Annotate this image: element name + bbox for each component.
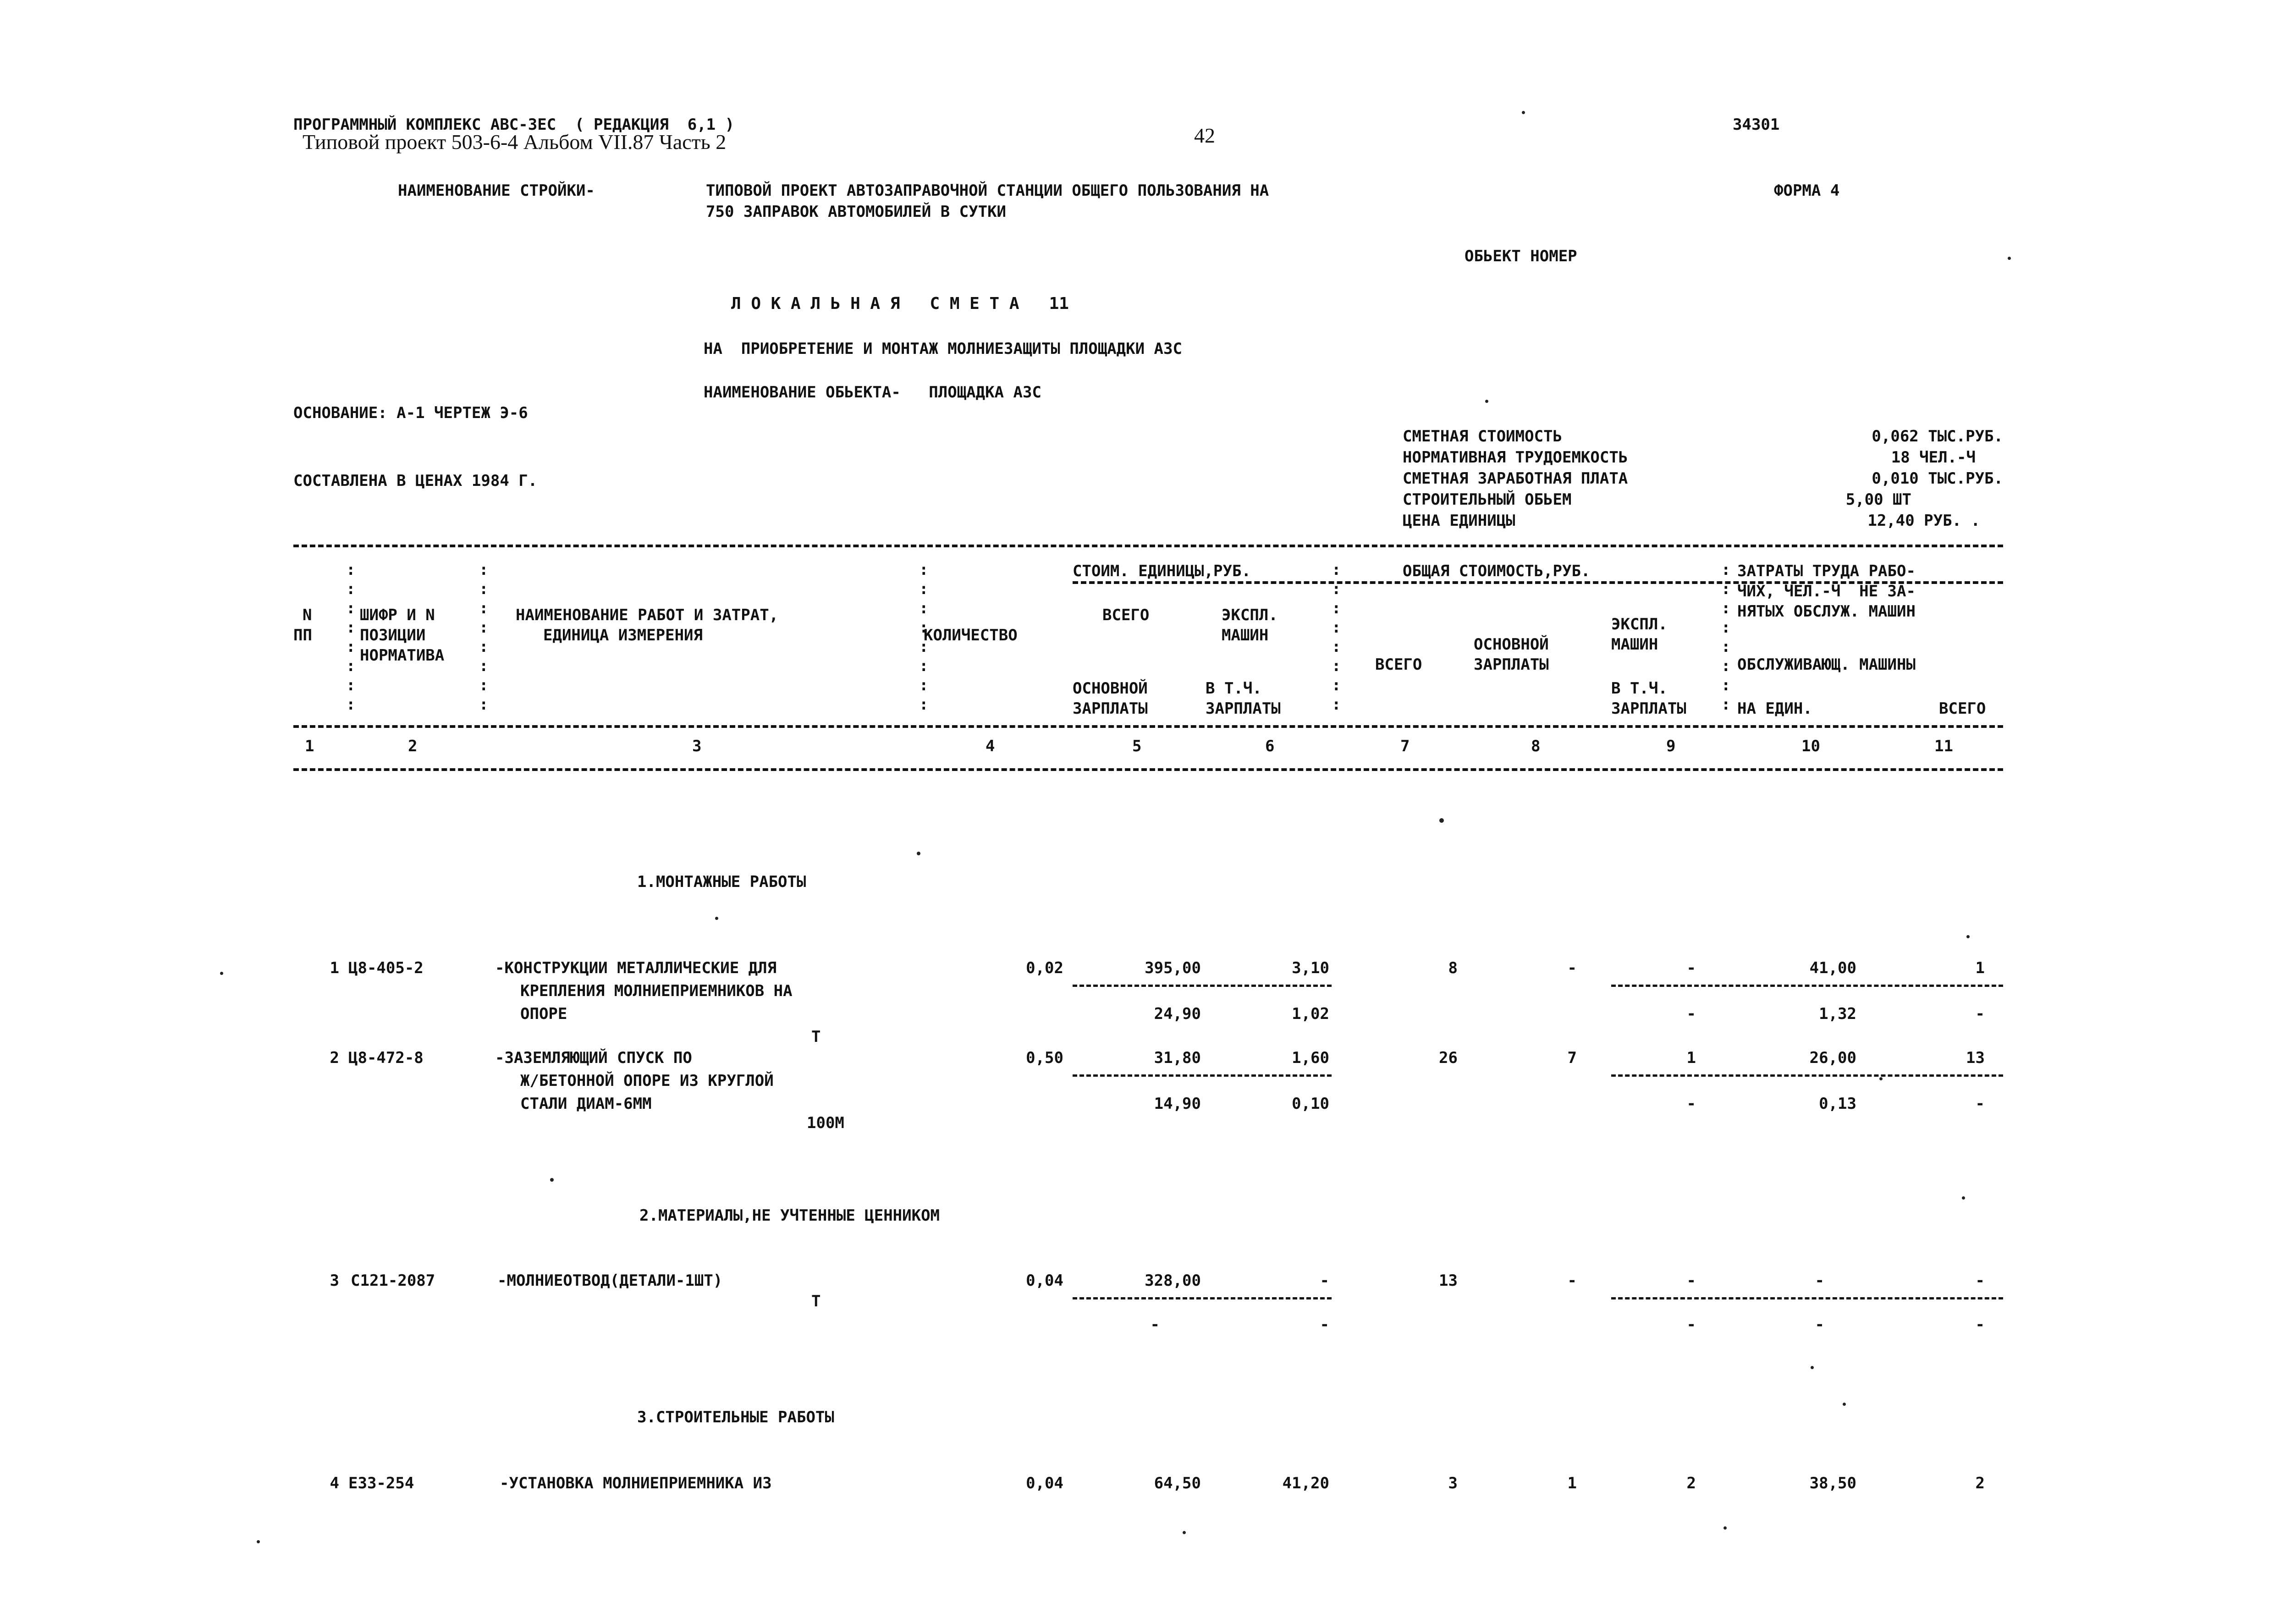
speck — [550, 1178, 554, 1182]
row-labor-service-unit: 1,32 — [1819, 1005, 1856, 1023]
estimate-title: Л О К А Л Ь Н А Я С М Е Т А 11 — [731, 294, 1069, 313]
speck — [1485, 400, 1488, 403]
header-labor: ЧИХ, ЧЕЛ.-Ч НЕ ЗА- — [1737, 582, 1916, 600]
speck — [715, 917, 718, 920]
row-total-machines: - — [1686, 959, 1696, 977]
speck — [1723, 1526, 1727, 1530]
row-number: 2 — [330, 1049, 339, 1067]
summary-label: СМЕТНАЯ СТОИМОСТЬ — [1403, 427, 1562, 446]
row-labor-unit: - — [1815, 1272, 1824, 1290]
header-unit-total: ВСЕГО — [1102, 606, 1150, 624]
column-number: 2 — [408, 737, 418, 755]
row-unit: 100М — [807, 1114, 844, 1132]
summary-value: 0,010 ТЫС.РУБ. — [1872, 469, 2003, 488]
row-unit-incl-wages: 0,10 — [1292, 1095, 1329, 1113]
speck — [1439, 818, 1444, 823]
section-title: 2.МАТЕРИАЛЫ,НЕ УЧТЕННЫЕ ЦЕННИКОМ — [639, 1206, 940, 1225]
rule — [1611, 1074, 2003, 1077]
header-unit-basic-wages: ЗАРПЛАТЫ — [1073, 699, 1148, 718]
rule — [1611, 985, 2003, 987]
column-number: 5 — [1132, 737, 1142, 755]
estimate-subtitle: НА ПРИОБРЕТЕНИЕ И МОНТАЖ МОЛНИЕЗАЩИТЫ ПЛОЩАДКИ АЗС — [704, 340, 1182, 358]
row-unit-machines: 1,60 — [1292, 1049, 1329, 1067]
row-labor-service-total: - — [1975, 1095, 1985, 1113]
rule — [293, 725, 2003, 728]
speck — [1183, 1531, 1186, 1534]
column-number: 3 — [692, 737, 702, 755]
row-labor-total: 13 — [1966, 1049, 1985, 1067]
prices-line: СОСТАВЛЕНА В ЦЕНАХ 1984 Г. — [293, 472, 538, 490]
column-number: 8 — [1531, 737, 1541, 755]
row-code: Е33-254 — [348, 1474, 414, 1492]
row-labor-service-total: - — [1975, 1005, 1985, 1023]
header-name-line: ЕДИНИЦА ИЗМЕРЕНИЯ — [543, 626, 703, 644]
row-unit-basic-wages: - — [1150, 1316, 1160, 1334]
row-unit-incl-wages: - — [1320, 1316, 1329, 1334]
row-total-incl-wages: - — [1686, 1095, 1696, 1113]
row-unit-total: 31,80 — [1154, 1049, 1201, 1067]
speck — [1843, 1403, 1846, 1406]
header-total-machines: МАШИН — [1611, 635, 1658, 654]
column-number: 6 — [1265, 737, 1275, 755]
basis-line: ОСНОВАНИЕ: А-1 ЧЕРТЕЖ Э-6 — [293, 404, 528, 422]
row-unit: Т — [811, 1028, 821, 1046]
row-number: 3 — [330, 1272, 339, 1290]
document-number: 34301 — [1733, 116, 1780, 134]
speck — [2008, 257, 2011, 260]
program-line: ПРОГРАММНЫЙ КОМПЛЕКС АВС-ЗЕС ( РЕДАКЦИЯ 6,1 ) — [293, 116, 735, 134]
column-separator: : : : : : : : : — [479, 561, 489, 714]
rule — [1073, 985, 1332, 987]
construction-label: НАИМЕНОВАНИЕ СТРОЙКИ- — [398, 182, 595, 200]
section-title: 1.МОНТАЖНЫЕ РАБОТЫ — [637, 873, 806, 891]
row-total: 13 — [1439, 1272, 1458, 1290]
column-number: 7 — [1400, 737, 1410, 755]
section-title: 3.СТРОИТЕЛЬНЫЕ РАБОТЫ — [637, 1408, 834, 1426]
row-quantity: 0,04 — [1026, 1272, 1063, 1290]
row-total: 8 — [1448, 959, 1458, 977]
summary-label: СТРОИТЕЛЬНЫЙ ОБЬЕМ — [1403, 490, 1572, 509]
row-name: -КОНСТРУКЦИИ МЕТАЛЛИЧЕСКИЕ ДЛЯ — [495, 959, 777, 977]
speck — [257, 1540, 260, 1543]
row-unit-machines: - — [1320, 1272, 1329, 1290]
column-number: 11 — [1934, 737, 1953, 755]
row-unit-total: 64,50 — [1154, 1474, 1201, 1492]
header-unit-machines: МАШИН — [1222, 626, 1269, 644]
rule — [1073, 1074, 1332, 1077]
object-number-label: ОБЬЕКТ НОМЕР — [1465, 247, 1577, 265]
header-code-line: НОРМАТИВА — [360, 646, 445, 665]
row-code: С121-2087 — [351, 1272, 435, 1290]
row-number: 4 — [330, 1474, 339, 1492]
row-total-basic-wages: 7 — [1567, 1049, 1577, 1067]
column-separator: : : : : : : : : — [1721, 561, 1731, 714]
header-total-machines: ЭКСПЛ. — [1611, 615, 1668, 633]
speck — [1811, 1366, 1814, 1369]
column-number: 10 — [1801, 737, 1820, 755]
header-unit-incl-wages: В Т.Ч. — [1206, 679, 1262, 698]
header-quantity: КОЛИЧЕСТВО — [924, 626, 1018, 644]
row-unit-machines: 41,20 — [1282, 1474, 1329, 1492]
rule — [1073, 1297, 1332, 1299]
row-labor-service-unit: 0,13 — [1819, 1095, 1856, 1113]
column-number: 9 — [1666, 737, 1676, 755]
summary-label: НОРМАТИВНАЯ ТРУДОЕМКОСТЬ — [1403, 448, 1628, 467]
form-label: ФОРМА 4 — [1774, 182, 1840, 200]
page-number: 42 — [1194, 124, 1215, 147]
row-total-incl-wages: - — [1686, 1005, 1696, 1023]
row-unit-incl-wages: 1,02 — [1292, 1005, 1329, 1023]
header-labor: НЯТЫХ ОБСЛУЖ. МАШИН — [1737, 602, 1916, 621]
row-total-machines: - — [1686, 1272, 1696, 1290]
row-labor-unit: 41,00 — [1809, 959, 1856, 977]
column-number: 1 — [305, 737, 314, 755]
row-name: КРЕПЛЕНИЯ МОЛНИЕПРИЕМНИКОВ НА — [520, 982, 793, 1000]
header-num-line: N — [303, 606, 312, 624]
row-labor-service-total: - — [1975, 1316, 1985, 1334]
header-num-line: ПП — [293, 626, 312, 644]
header-code-line: ШИФР И N — [360, 606, 435, 624]
header-total-basic-wages: ЗАРПЛАТЫ — [1474, 655, 1549, 674]
header-total-cost: ОБЩАЯ СТОИМОСТЬ,РУБ. — [1403, 562, 1591, 580]
row-code: Ц8-405-2 — [348, 959, 424, 977]
header-unit-basic-wages: ОСНОВНОЙ — [1073, 679, 1148, 698]
speck — [1879, 1077, 1883, 1080]
header-labor: ЗАТРАТЫ ТРУДА РАБО- — [1737, 562, 1916, 580]
rule — [293, 768, 2003, 771]
row-labor-unit: 38,50 — [1809, 1474, 1856, 1492]
header-total-all: ВСЕГО — [1375, 655, 1422, 674]
row-unit-total: 395,00 — [1145, 959, 1201, 977]
header-labor-service: ОБСЛУЖИВАЮЩ. МАШИНЫ — [1737, 655, 1916, 674]
row-name: СТАЛИ ДИАМ-6ММ — [520, 1095, 652, 1113]
summary-label: ЦЕНА ЕДИНИЦЫ — [1403, 512, 1515, 530]
header-unit-machines: ЭКСПЛ. — [1222, 606, 1278, 624]
summary-value: 5,00 ШТ — [1845, 490, 1911, 509]
summary-value: 18 ЧЕЛ.-Ч — [1891, 448, 1976, 467]
row-name: -УСТАНОВКА МОЛНИЕПРИЕМНИКА ИЗ — [500, 1474, 772, 1492]
rule — [293, 545, 2003, 547]
header-total-basic-wages: ОСНОВНОЙ — [1474, 635, 1549, 654]
construction-name-line-2: 750 ЗАПРАВОК АВТОМОБИЛЕЙ В СУТКИ — [706, 203, 1007, 221]
header-labor-per-unit: НА ЕДИН. — [1737, 699, 1812, 718]
row-number: 1 — [330, 959, 339, 977]
column-separator: : : : : : : : : — [919, 561, 929, 714]
speck — [1962, 1196, 1965, 1200]
row-quantity: 0,50 — [1026, 1049, 1063, 1067]
summary-value: 12,40 РУБ. . — [1867, 512, 1980, 530]
row-labor-total: - — [1975, 1272, 1985, 1290]
row-total-machines: 2 — [1686, 1474, 1696, 1492]
speck — [1522, 111, 1525, 114]
row-code: Ц8-472-8 — [348, 1049, 424, 1067]
column-number: 4 — [986, 737, 995, 755]
row-total: 26 — [1439, 1049, 1458, 1067]
speck — [1966, 935, 1970, 938]
header-code-line: ПОЗИЦИИ — [360, 626, 426, 644]
rule — [1611, 1297, 2003, 1299]
row-total-basic-wages: - — [1567, 1272, 1577, 1290]
header-total-incl-wages: ЗАРПЛАТЫ — [1611, 699, 1686, 718]
row-name: Ж/БЕТОННОЙ ОПОРЕ ИЗ КРУГЛОЙ — [520, 1072, 774, 1090]
row-quantity: 0,02 — [1026, 959, 1063, 977]
row-unit-total: 328,00 — [1145, 1272, 1201, 1290]
header-labor-total: ВСЕГО — [1939, 699, 1986, 718]
row-name: ОПОРЕ — [520, 1005, 567, 1023]
speck — [220, 972, 223, 975]
row-name: -ЗАЗЕМЛЯЮЩИЙ СПУСК ПО — [495, 1049, 692, 1067]
row-name: -МОЛНИЕОТВОД(ДЕТАЛИ-1ШТ) — [497, 1272, 723, 1290]
row-total-incl-wages: - — [1686, 1316, 1696, 1334]
row-labor-total: 1 — [1975, 959, 1985, 977]
header-total-incl-wages: В Т.Ч. — [1611, 679, 1668, 698]
row-total-machines: 1 — [1686, 1049, 1696, 1067]
row-labor-service-unit: - — [1815, 1316, 1824, 1334]
row-labor-total: 2 — [1975, 1474, 1985, 1492]
project-line: Типовой проект 503-6-4 Альбом VII.87 Часть 2 — [303, 130, 727, 154]
column-separator: : : : : : : : : — [1332, 561, 1341, 714]
row-labor-unit: 26,00 — [1809, 1049, 1856, 1067]
row-total-basic-wages: 1 — [1567, 1474, 1577, 1492]
speck — [917, 852, 920, 855]
row-unit-machines: 3,10 — [1292, 959, 1329, 977]
summary-value: 0,062 ТЫС.РУБ. — [1872, 427, 2003, 446]
summary-label: СМЕТНАЯ ЗАРАБОТНАЯ ПЛАТА — [1403, 469, 1628, 488]
row-total: 3 — [1448, 1474, 1458, 1492]
object-name: НАИМЕНОВАНИЕ ОБЬЕКТА- ПЛОЩАДКА АЗС — [704, 383, 1041, 402]
row-unit-basic-wages: 24,90 — [1154, 1005, 1201, 1023]
row-total-basic-wages: - — [1567, 959, 1577, 977]
row-unit-basic-wages: 14,90 — [1154, 1095, 1201, 1113]
row-quantity: 0,04 — [1026, 1474, 1063, 1492]
column-separator: : : : : : : : : — [346, 561, 356, 714]
construction-name-line-1: ТИПОВОЙ ПРОЕКТ АВТОЗАПРАВОЧНОЙ СТАНЦИИ ОБЩЕГО ПОЛЬЗОВАНИЯ НА — [706, 182, 1269, 200]
header-unit-cost: СТОИМ. ЕДИНИЦЫ,РУБ. — [1073, 562, 1251, 580]
row-unit: Т — [811, 1292, 821, 1310]
header-name-line: НАИМЕНОВАНИЕ РАБОТ И ЗАТРАТ, — [516, 606, 779, 624]
header-unit-incl-wages: ЗАРПЛАТЫ — [1206, 699, 1281, 718]
